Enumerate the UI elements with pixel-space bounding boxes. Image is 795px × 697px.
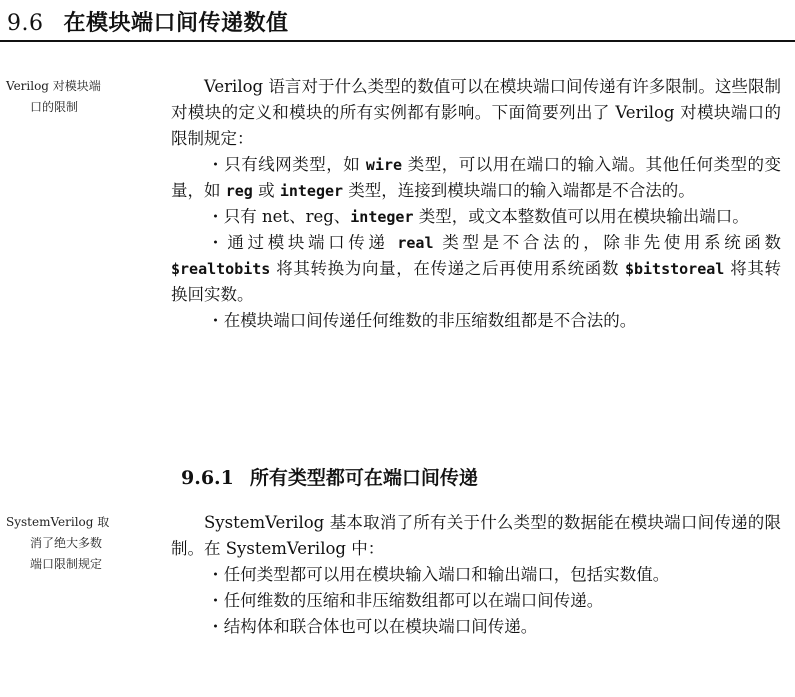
body-section-systemverilog (171, 510, 781, 640)
bullet-item: ・任何类型都可以用在模块输入端口和输出端口，包括实数值。 (207, 565, 670, 584)
margin-note-line: Verilog 对模块端 (6, 79, 101, 93)
section-heading (7, 6, 289, 37)
paragraph-intro: SystemVerilog 基本取消了所有关于什么类型的数据能在模块端口间传递的限制。在 SystemVerilog 中： (171, 513, 781, 558)
bullet-item: ・任何维数的压缩和非压缩数组都可以在端口间传递。 (207, 591, 604, 610)
section-number: 9.6 (7, 11, 44, 36)
subsection-number: 9.6.1 (181, 467, 234, 489)
margin-note-systemverilog (6, 512, 109, 575)
paragraph-intro: Verilog 语言对于什么类型的数值可以在模块端口间传递有许多限制。这些限制对模块的定义和模块的所有实例都有影响。下面简要列出了 Verilog 对模块端口的限制规定： (171, 77, 781, 148)
bullet-item: ・只有线网类型，如 wire 类型，可以用在端口的输入端。其他任何类型的变量，如 reg 或 integer 类型，连接到模块端口的输入端都是不合法的。 (171, 155, 782, 200)
subsection-title: 所有类型都可在端口间传递 (249, 467, 478, 489)
section-title: 在模块端口间传递数值 (63, 10, 289, 36)
margin-note-line: 口的限制 (30, 100, 79, 114)
margin-note-line: 端口限制规定 (30, 557, 103, 571)
subsection-heading (181, 463, 478, 490)
margin-note-line: SystemVerilog 取 (6, 515, 110, 529)
bullet-item: ・只有 net、reg、integer 类型，或文本整数值可以用在模块输出端口。 (207, 207, 749, 226)
heading-rule (0, 40, 795, 42)
bullet-item: ・通过模块端口传递 real 类型是不合法的，除非先使用系统函数 $realtobits 将其转换为向量，在传递之后再使用系统函数 $bitstoreal 将其转换回实数。 (171, 233, 781, 304)
margin-note-verilog (6, 76, 101, 118)
bullet-item: ・在模块端口间传递任何维数的非压缩数组都是不合法的。 (207, 311, 637, 330)
bullet-item: ・结构体和联合体也可以在模块端口间传递。 (207, 617, 538, 636)
body-section-verilog (171, 74, 781, 334)
margin-note-line: 消了绝大多数 (30, 536, 103, 550)
